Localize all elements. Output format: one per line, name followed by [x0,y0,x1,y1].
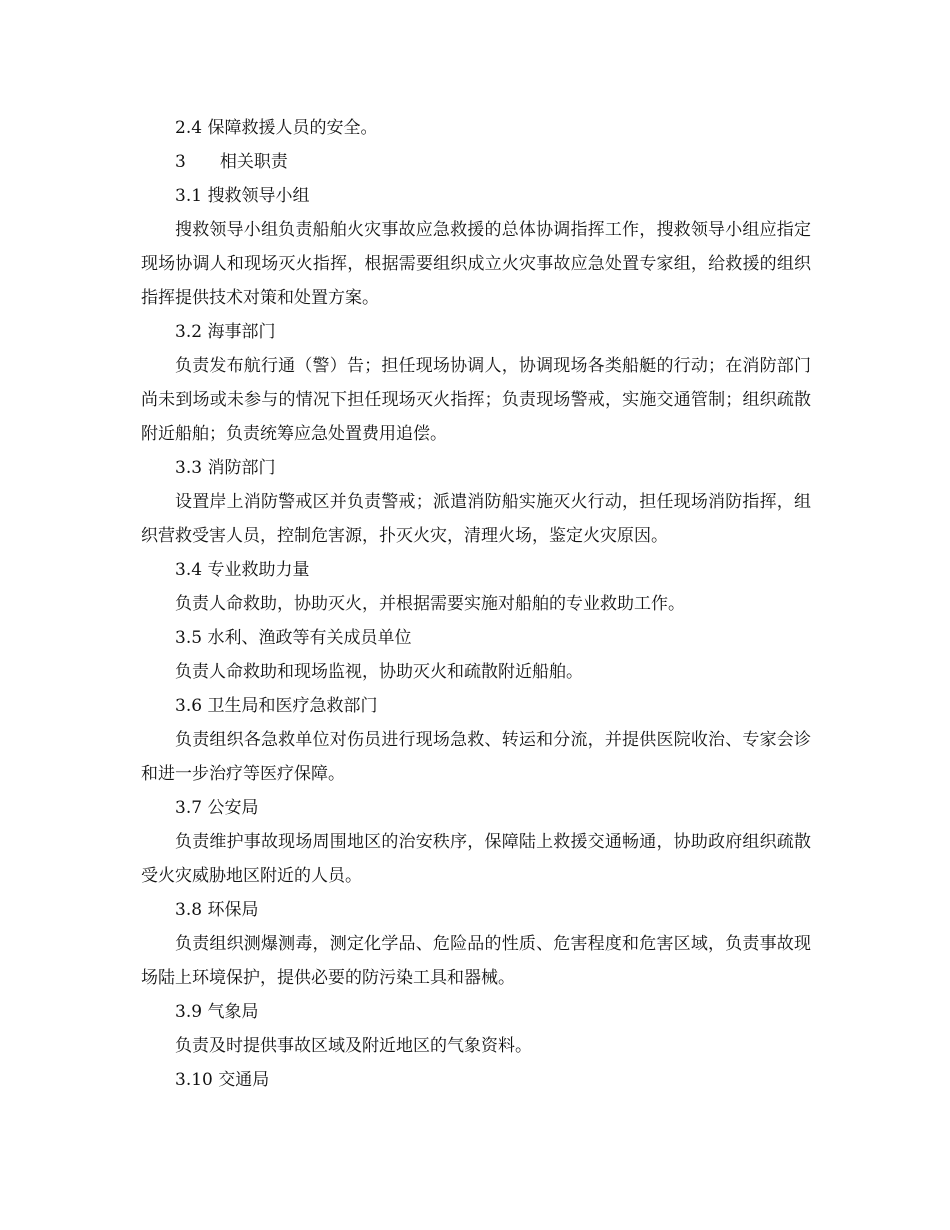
heading-3: 3 相关职责 [175,152,288,172]
document-body [141,111,811,1097]
paragraph-3-7: 负责维护事故现场周围地区的治安秩序，保障陆上救援交通畅通，协助政府组织疏散受火灾威胁地区附近的人员。 [141,832,811,886]
paragraph-3-3: 设置岸上消防警戒区并负责警戒；派遣消防船实施灭火行动，担任现场消防指挥，组织营救受害人员，控制危害源，扑灭火灾，清理火场，鉴定火灾原因。 [141,492,811,546]
heading-3-1: 3.1 搜救领导小组 [175,186,310,206]
heading-3-3: 3.3 消防部门 [175,458,276,478]
paragraph-3-9: 负责及时提供事故区域及附近地区的气象资料。 [175,1036,532,1056]
paragraph-3-5: 负责人命救助和现场监视，协助灭火和疏散附近船舶。 [175,662,583,682]
heading-3-8: 3.8 环保局 [175,900,259,920]
paragraph-3-8: 负责组织测爆测毒，测定化学品、危险品的性质、危害程度和危害区域，负责事故现场陆上环境保护，提供必要的防污染工具和器械。 [141,934,811,988]
heading-3-2: 3.2 海事部门 [175,322,276,342]
paragraph-3-4: 负责人命救助，协助灭火，并根据需要实施对船舶的专业救助工作。 [175,594,685,614]
heading-3-5: 3.5 水利、渔政等有关成员单位 [175,628,412,648]
heading-3-9: 3.9 气象局 [175,1002,259,1022]
heading-3-7: 3.7 公安局 [175,798,259,818]
heading-3-6: 3.6 卫生局和医疗急救部门 [175,696,378,716]
paragraph-3-6: 负责组织各急救单位对伤员进行现场急救、转运和分流，并提供医院收治、专家会诊和进一步治疗等医疗保障。 [141,730,811,784]
heading-2-4: 2.4 保障救援人员的安全。 [175,118,378,138]
paragraph-3-1: 搜救领导小组负责船舶火灾事故应急救援的总体协调指挥工作，搜救领导小组应指定现场协调人和现场灭火指挥，根据需要组织成立火灾事故应急处置专家组，给救援的组织指挥提供技术对策和处置方案。 [141,220,811,308]
heading-3-4: 3.4 专业救助力量 [175,560,310,580]
paragraph-3-2: 负责发布航行通（警）告；担任现场协调人，协调现场各类船艇的行动；在消防部门尚未到场或未参与的情况下担任现场灭火指挥；负责现场警戒，实施交通管制；组织疏散附近船舶；负责统筹应急处置费用追偿。 [141,356,811,444]
heading-3-10: 3.10 交通局 [175,1070,270,1090]
